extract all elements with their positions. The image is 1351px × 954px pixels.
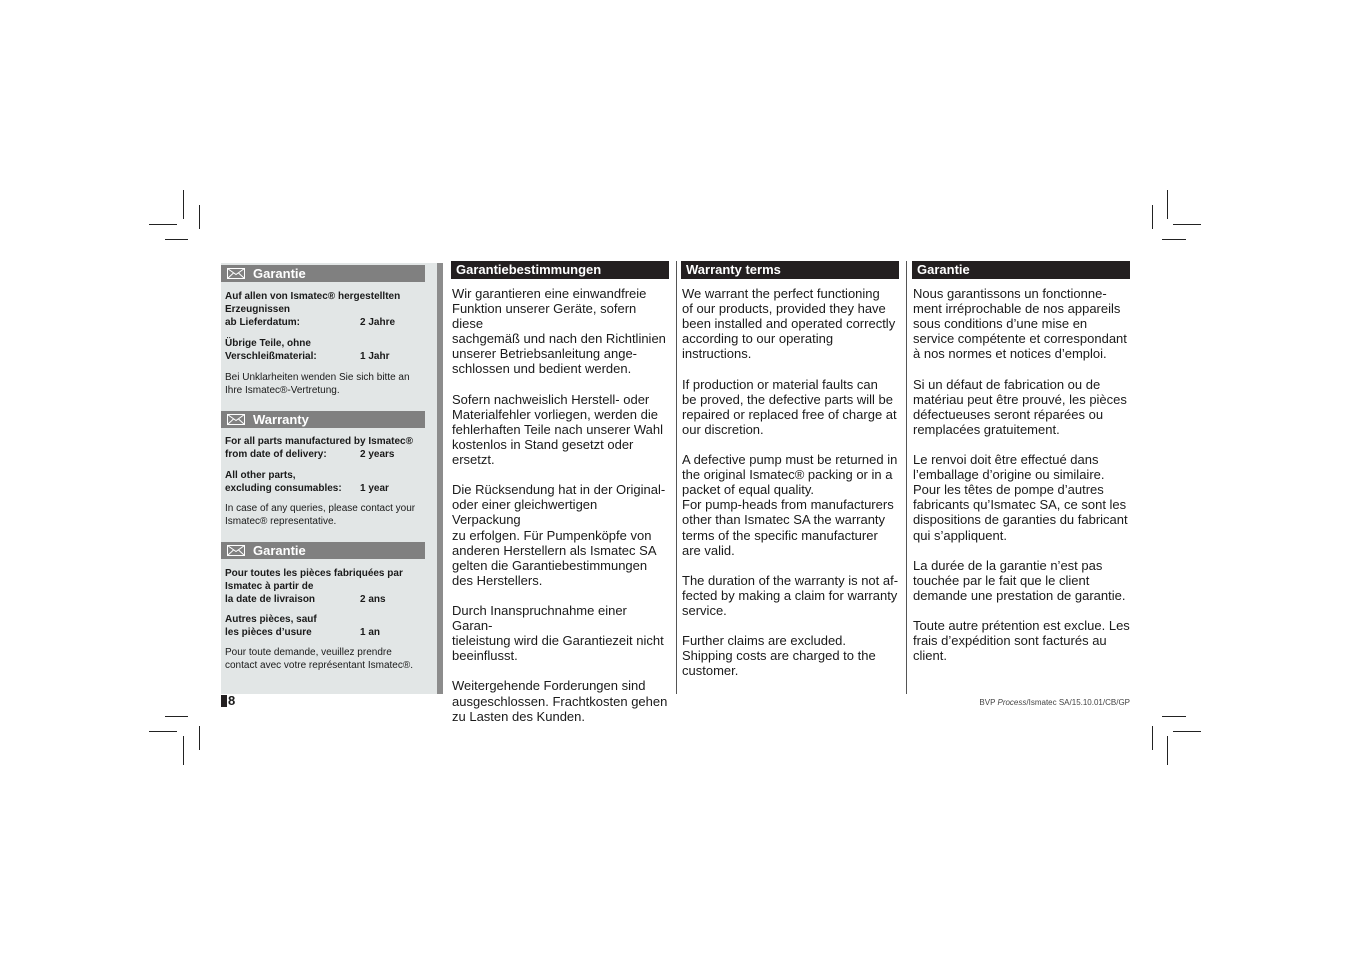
column-divider: [906, 261, 907, 694]
warranty-row: [221, 290, 437, 329]
envelope-icon: [227, 545, 245, 556]
summary-section-en: [221, 411, 437, 528]
warranty-summary-sidebar: [221, 263, 437, 694]
paragraph: If production or material faults can be proved, the defective parts will be repaired or replaced free of charge at our discretion.: [682, 376, 897, 437]
section-header: [221, 542, 425, 559]
row-value: 1 year: [360, 483, 389, 494]
section-title: Garantie: [253, 266, 306, 281]
row-label: Pour toutes les pièces fabriquées par Ismatec à partir de la date de livraison: [225, 568, 403, 605]
warranty-row: [221, 337, 437, 363]
paragraph: Further claims are excluded. Shipping costs are charged to the customer.: [682, 633, 876, 679]
section-title: Garantie: [253, 543, 306, 558]
paragraph: Toute autre prétention est exclue. Les frais d’expédition sont facturés au client.: [913, 618, 1130, 664]
row-label: Auf allen von Ismatec® hergestellten Erzeugnissen ab Lieferdatum:: [225, 291, 401, 328]
row-label: All other parts, excluding consumables:: [225, 470, 342, 494]
row-label: For all parts manufactured by Ismatec® from date of delivery:: [225, 436, 413, 460]
paragraph: The duration of the warranty is not af- fected by making a claim for warranty service.: [682, 572, 899, 618]
paragraph: Die Rücksendung hat in der Original- oder einer gleichwertigen Verpackung zu erfolgen. Für Pumpenköpfe von anderen Herstellern als Ismatec SA gelten die Garantiebestimmungen des Herstellers.: [452, 482, 666, 588]
section-title: Warranty: [253, 412, 309, 427]
row-label: Übrige Teile, ohne Verschleißmaterial:: [225, 338, 317, 362]
row-value: 2 ans: [360, 594, 386, 605]
document-reference: [979, 698, 1130, 707]
column-title: Warranty terms: [681, 261, 899, 279]
summary-section-fr: [221, 542, 437, 672]
row-value: 1 an: [360, 627, 381, 638]
ref-prefix: BVP: [979, 698, 998, 707]
column-english: [681, 261, 899, 694]
paragraph: Le renvoi doit être effectué dans l’emballage d’origine ou similaire. Pour les têtes de pompe d’autres fabricants qu’Ismatec SA, ce sont les dispositions de garanties du fabricant qui s’appliquent.: [913, 452, 1128, 543]
ref-italic: Process: [997, 698, 1027, 707]
paragraph: Durch Inanspruchnahme einer Garan- tieleistung wird die Garantiezeit nicht beeinflusst.: [452, 602, 664, 664]
ref-suffix: /Ismatec SA/15.10.01/CB/GP: [1026, 698, 1130, 707]
column-divider: [676, 261, 677, 694]
column-title: Garantie: [912, 261, 1130, 279]
row-label: Autres pièces, sauf les pièces d’usure: [225, 614, 317, 638]
summary-section-de: [221, 265, 437, 397]
column-german: [451, 261, 669, 739]
section-note: Bei Unklarheiten wenden Sie sich bitte an Ihre Ismatec®-Vertretung.: [225, 372, 410, 396]
section-header: [221, 265, 425, 282]
column-french: [912, 261, 1130, 678]
page-number-text: 8: [228, 693, 236, 708]
column-title: Garantiebestimmungen: [451, 261, 669, 279]
paragraph: Sofern nachweislich Herstell- oder Materialfehler vorliegen, werden die fehlerhaften Teile nach unserer Wahl kostenlos in Stand gesetzt oder ersetzt.: [452, 391, 664, 468]
paragraph: We warrant the perfect functioning of our products, provided they have been installed and operated correctly according to our operating instructions.: [682, 286, 896, 362]
warranty-row: [221, 613, 437, 639]
section-header: [221, 411, 425, 428]
paragraph: Si un défaut de fabrication ou de matériau peut être prouvé, les pièces défectueuses seront réparées ou remplacées gratuitement.: [913, 376, 1127, 437]
row-value: 2 years: [360, 449, 395, 460]
paragraph: Nous garantissons un fonctionne- ment irréprochable de nos appareils sous conditions d’une mise en service compétente et correspondant à nos normes et notices d’emploi.: [913, 286, 1127, 362]
section-note: In case of any queries, please contact your Ismatec® representative.: [225, 503, 416, 527]
paragraph: La durée de la garantie n’est pas touchée par le fait que le client demande une prestation de garantie.: [913, 557, 1126, 603]
warranty-row: [221, 435, 437, 461]
warranty-row: [221, 567, 437, 606]
page-marker: [221, 695, 227, 707]
page-number: [221, 693, 235, 708]
paragraph: A defective pump must be returned in the original Ismatec® packing or in a packet of equal quality. For pump-heads from manufacturers other than Ismatec SA the warranty terms of the specific manufacturer are valid.: [682, 452, 898, 558]
column-body: [912, 286, 1130, 663]
paragraph: Weitergehende Forderungen sind ausgeschlossen. Frachtkosten gehen zu Lasten des Kunden.: [452, 678, 668, 724]
column-body: [451, 286, 669, 724]
section-note: Pour toute demande, veuillez prendre contact avec votre représentant Ismatec®.: [225, 647, 414, 671]
column-body: [681, 286, 899, 678]
envelope-icon: [227, 414, 245, 425]
row-value: 2 Jahre: [360, 317, 396, 328]
envelope-icon: [227, 268, 245, 279]
warranty-row: [221, 469, 437, 495]
sidebar-divider: [437, 263, 443, 694]
paragraph: Wir garantieren eine einwandfreie Funktion unserer Geräte, sofern diese sachgemäß und nach den Richtlinien unserer Betriebsanleitung ange- schlossen und bedient werden.: [452, 286, 666, 377]
row-value: 1 Jahr: [360, 351, 390, 362]
